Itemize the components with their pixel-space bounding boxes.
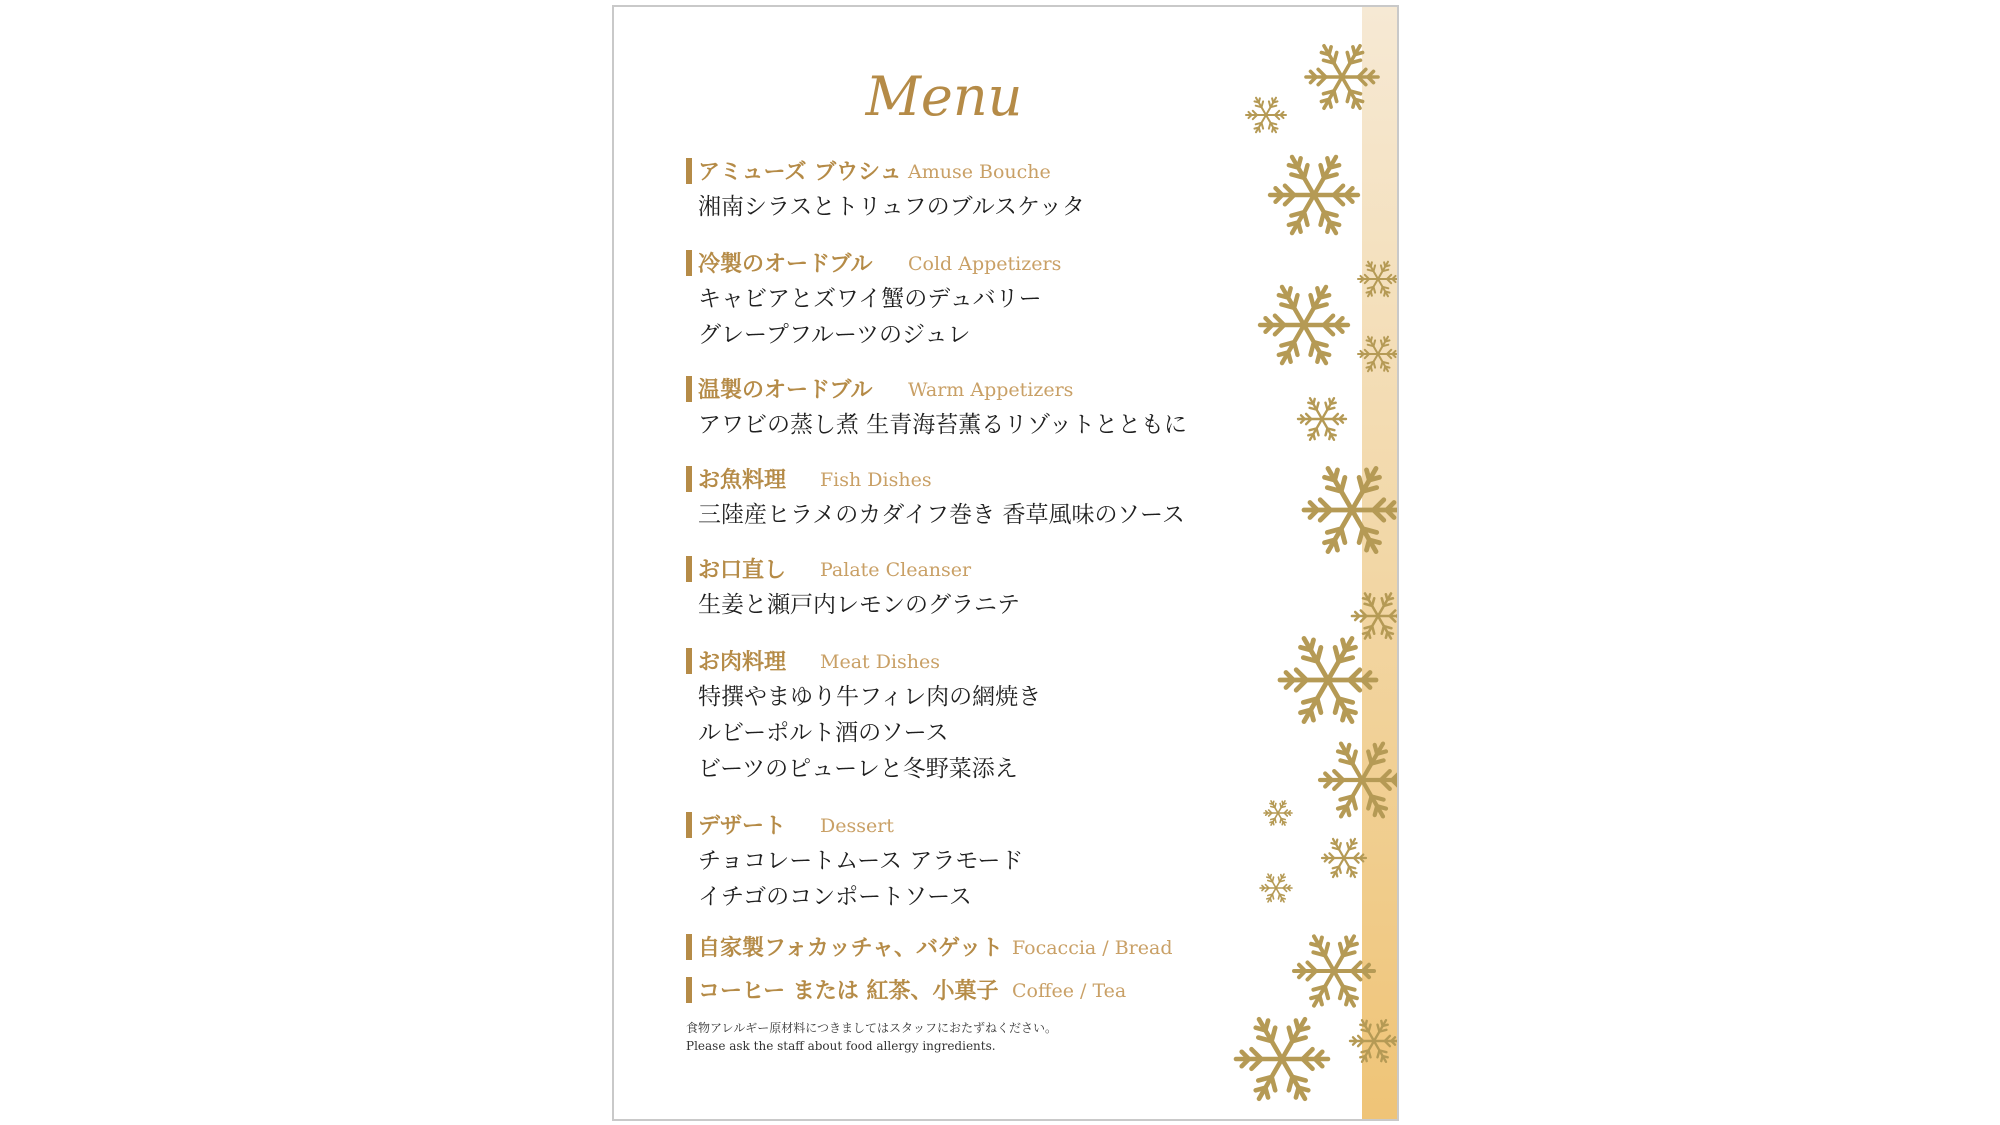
dish-item: ビーツのピューレと冬野菜添え — [698, 756, 1018, 782]
section-title-en: Meat Dishes — [820, 651, 940, 673]
snowflake-icon — [1358, 337, 1398, 372]
section-title-jp: お魚料理 — [698, 467, 787, 493]
section-cold-appetizers — [686, 247, 1062, 353]
section-bar — [686, 376, 692, 402]
allergy-note-en: Please ask the staff about food allergy ingredients. — [686, 1039, 996, 1053]
section-title-jp: デザート — [698, 813, 787, 839]
snowflake-icon — [1322, 839, 1366, 877]
dish-item: 三陸産ヒラメのカダイフ巻き 香草風味のソース — [698, 502, 1185, 528]
section-amuse-bouche — [686, 155, 1085, 225]
section-title-jp: アミューズ ブウシュ — [698, 159, 902, 185]
section-meat-dishes — [686, 645, 1041, 787]
section-bar — [686, 812, 692, 838]
dish-item: チョコレートムース アラモード — [698, 848, 1024, 874]
section-title-en: Amuse Bouche — [908, 161, 1051, 183]
section-bar — [686, 556, 692, 582]
dish-item: イチゴのコンポートソース — [698, 884, 972, 910]
dish-item: アワビの蒸し煮 生青海苔薫るリゾットとともに — [698, 412, 1187, 438]
snowflake-icon — [1264, 801, 1292, 825]
menu-title: Menu — [865, 65, 1023, 128]
dish-item: グレープフルーツのジュレ — [698, 322, 971, 348]
snowflake-icon — [1304, 468, 1399, 551]
dish-item: 湘南シラスとトリュフのブルスケッタ — [698, 194, 1085, 220]
section-bar — [686, 158, 692, 184]
snowflake-icon — [1260, 287, 1348, 363]
allergy-note — [686, 1019, 1057, 1055]
section-title-en: Fish Dishes — [820, 469, 932, 491]
section-dessert — [686, 809, 1023, 915]
section-title-jp: 自家製フォカッチャ、バゲット — [698, 935, 1004, 961]
snowflake-icon — [1294, 936, 1374, 1005]
section-bar — [686, 648, 692, 674]
section-title-jp: 冷製のオードブル — [698, 251, 873, 277]
snowflake-icon — [1352, 594, 1399, 639]
snowflake-icon — [1280, 638, 1376, 721]
snowflake-icon — [1298, 398, 1346, 440]
menu-card — [612, 5, 1399, 1121]
snowflake-icon — [1358, 262, 1398, 297]
section-warm-appetizers — [686, 373, 1187, 443]
section-bar — [686, 466, 692, 492]
section-title-jp: コーヒー または 紅茶、小菓子 — [698, 978, 999, 1004]
snowflake-icon — [1260, 874, 1292, 902]
snowflake-icon — [1270, 157, 1358, 233]
section-title-jp: お肉料理 — [698, 649, 787, 675]
section-title-jp: お口直し — [698, 557, 787, 583]
section-title-en: Warm Appetizers — [908, 379, 1074, 401]
dish-item: キャビアとズワイ蟹のデュバリー — [698, 286, 1042, 312]
section-bar — [686, 934, 692, 960]
dish-item: 特撰やまゆり牛フィレ肉の網焼き — [698, 684, 1042, 710]
allergy-note-jp: 食物アレルギー原材料につきましてはスタッフにおたずねください。 — [686, 1021, 1057, 1035]
snowflake-icon — [1306, 46, 1378, 108]
section-fish-dishes — [686, 463, 1185, 533]
section-title-en: Coffee / Tea — [1012, 980, 1127, 1002]
section-title-jp: 温製のオードブル — [698, 377, 873, 403]
dish-item: 生姜と瀬戸内レモンのグラニテ — [698, 592, 1020, 618]
section-title-en: Cold Appetizers — [908, 253, 1062, 275]
snowflake-icon — [1236, 1019, 1328, 1099]
section-title-en: Palate Cleanser — [820, 559, 972, 581]
section-bar — [686, 977, 692, 1003]
section-palate-cleanser — [686, 553, 1020, 623]
snowflake-icon — [1350, 1020, 1398, 1062]
section-bar — [686, 250, 692, 276]
dish-item: ルビーポルト酒のソース — [698, 720, 949, 746]
section-title-en: Focaccia / Bread — [1012, 937, 1173, 959]
section-coffee-tea — [686, 974, 1127, 1008]
snowflake-icon — [1320, 744, 1399, 817]
section-title-en: Dessert — [820, 815, 894, 837]
section-bread — [686, 931, 1173, 965]
